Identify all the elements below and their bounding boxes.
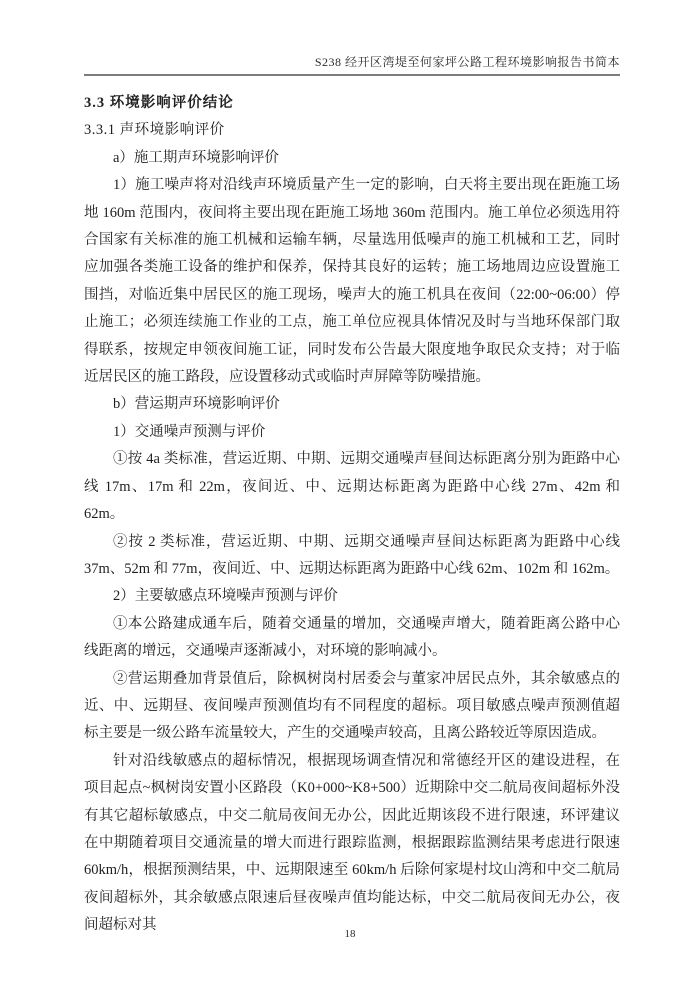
paragraph-construction-noise: 1）施工噪声将对沿线声环境质量产生一定的影响，白天将主要出现在距施工场地 160m 范围内，夜间将主要出现在距施工场地 360m 范围内。施工单位必须选用符合国家有关标准的施工机械和运输车辆，尽量选用低噪声的施工机械和工艺，同时应加强各类施工设备的维护和保养，保持其良好的运转；施工场地周边应设置施工围挡，对临近集中居民区的施工现场，噪声大的施工机具在夜间（22:00~06:00）停止施工；必须连续施工作业的工点，施工单位应视具体情况及时与当地环保部门取得联系，按规定申领夜间施工证，同时发布公告最大限度地争取民众支持；对于临近居民区的施工路段，应设置移动式或临时声屏障等防噪措施。 (84, 177, 620, 386)
list-heading-1-traffic-noise-prediction: 1）交通噪声预测与评价 (113, 423, 266, 440)
document-body (84, 90, 620, 940)
section-heading-3-3: 3.3 环境影响评价结论 (84, 95, 234, 111)
header-rule-divider (84, 74, 620, 76)
paragraph-background-value-exceedance: ②营运期叠加背景值后，除枫树岗村居委会与董家冲居民点外，其余敏感点的近、中、远期昼、夜间噪声预测值均有不同程度的超标。项目敏感点噪声预测值超标主要是一级公路车流量较大，产生的交通噪声较高，且离公路较近等原因造成。 (84, 670, 620, 742)
paragraph-traffic-noise-trend: ①本公路建成通车后，随着交通量的增加，交通噪声增大，随着距离公路中心线距离的增远，交通噪声逐渐减小，对环境的影响减小。 (84, 615, 620, 660)
page-number: 18 (344, 928, 356, 940)
subsection-heading-3-3-1: 3.3.1 声环境影响评价 (84, 122, 225, 139)
list-heading-a-construction-period: a）施工期声环境影响评价 (113, 149, 279, 166)
list-heading-b-operation-period: b）营运期声环境影响评价 (113, 396, 280, 413)
list-heading-2-sensitive-points: 2）主要敏感点环境噪声预测与评价 (113, 588, 338, 605)
paragraph-standard-4a-distances: ①按 4a 类标准，营运近期、中期、远期交通噪声昼间达标距离分别为距路中心线 17m、17m 和 22m，夜间近、中、远期达标距离为距路中心线 27m、42m 和 62m。 (84, 451, 620, 523)
running-header-title: S238 经开区湾堤至何家坪公路工程环境影响报告书简本 (314, 55, 620, 69)
paragraph-exceedance-mitigation: 针对沿线敏感点的超标情况，根据现场调查情况和常德经开区的建设进程，在项目起点~枫树岗安置小区路段（K0+000~K8+500）近期除中交二航局夜间超标外没有其它超标敏感点，中交二航局夜间无办公，因此近期该段不进行限速，环评建议在中期随着项目交通流量的增大而进行跟踪监测，根据跟踪监测结果考虑进行限速 60km/h，根据预测结果，中、远期限速至 60km/h 后除何家堤村坟山湾和中交二航局夜间超标外，其余敏感点限速后昼夜噪声值均能达标，中交二航局夜间无办公，夜间超标对其 (84, 752, 620, 934)
paragraph-standard-2-distances: ②按 2 类标准，营运近期、中期、远期交通噪声昼间达标距离为距路中心线 37m、52m 和 77m，夜间近、中、远期达标距离为距路中心线 62m、102m 和 162m。 (84, 533, 620, 577)
